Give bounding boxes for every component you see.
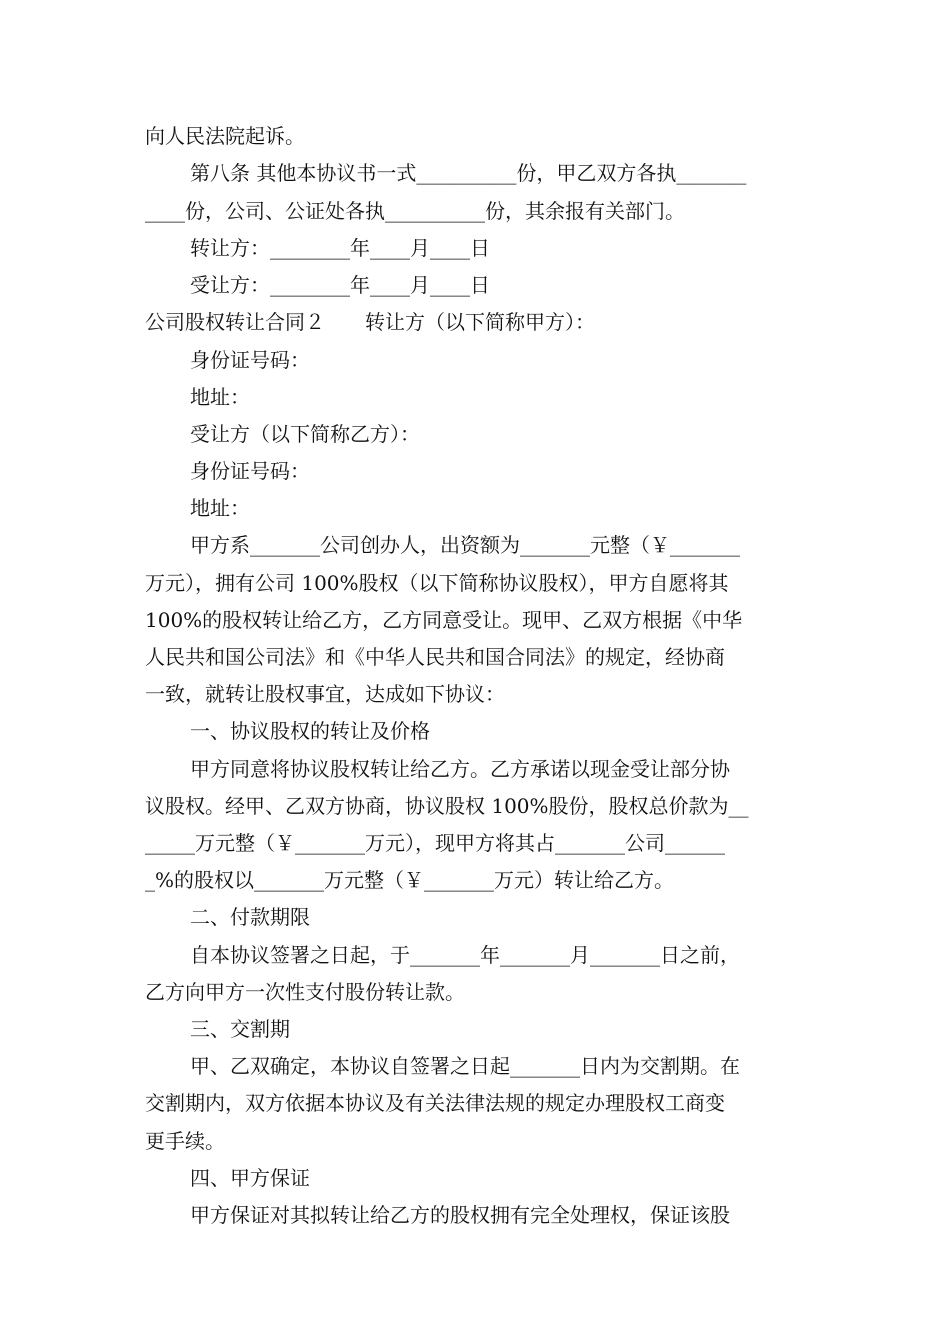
party-b-label: 受让方（以下简称乙方）： (190, 422, 420, 446)
text-line: 甲方同意将协议股权转让给乙方。乙方承诺以现金受让部分协 (190, 757, 730, 781)
article-8-line: 第八条 其他本协议书一式__________份，甲乙双方各执_______ (190, 161, 747, 185)
id-number-label: 身份证号码： (190, 348, 310, 372)
text-line: 一致，就转让股权事宜，达成如下协议： (145, 682, 505, 706)
section-heading-4: 四、甲方保证 (190, 1166, 310, 1190)
address-label: 地址： (190, 496, 250, 520)
text-line: 乙方向甲方一次性支付股份转让款。 (145, 980, 465, 1004)
text-line: 自本协议签署之日起，于_______年_______月_______日之前， (190, 943, 740, 967)
section-heading-3: 三、交割期 (190, 1017, 290, 1041)
address-label: 地址： (190, 385, 250, 409)
text-line: ____份，公司、公证处各执__________份，其余报有关部门。 (145, 199, 685, 223)
text-line: 人民共和国公司法》和《中华人民共和国合同法》的规定，经协商 (145, 645, 725, 669)
transferee-date-line: 受让方：________年____月____日 (190, 273, 490, 297)
text-line: 甲方系_______公司创办人，出资额为_______元整（￥_______ (190, 533, 740, 557)
text-line: 交割期内，双方依据本协议及有关法律法规的规定办理股权工商变 (145, 1091, 725, 1115)
text-line: _____万元整（￥_______万元），现甲方将其占_______公司______ (145, 831, 725, 855)
text-line: 100%的股权转让给乙方，乙方同意受让。现甲、乙双方根据《中华 (145, 608, 743, 632)
text-line: 甲、乙双确定，本协议自签署之日起_______日内为交割期。在 (190, 1054, 740, 1078)
text-line: _%的股权以_______万元整（￥_______万元）转让给乙方。 (145, 868, 675, 892)
text-line: 向人民法院起诉。 (145, 124, 305, 148)
text-line: 万元），拥有公司 100%股权（以下简称协议股权），甲方自愿将其 (145, 571, 729, 595)
id-number-label: 身份证号码： (190, 459, 310, 483)
contract-2-title: 公司股权转让合同２ 转让方（以下简称甲方）： (145, 310, 595, 334)
text-line: 甲方保证对其拟转让给乙方的股权拥有完全处理权，保证该股 (190, 1203, 730, 1227)
text-line: 议股权。经甲、乙双方协商，协议股权 100%股份，股权总价款为__ (145, 794, 749, 818)
section-heading-1: 一、协议股权的转让及价格 (190, 719, 430, 743)
section-heading-2: 二、付款期限 (190, 905, 310, 929)
text-line: 更手续。 (145, 1129, 225, 1153)
transferor-date-line: 转让方：________年____月____日 (190, 236, 490, 260)
